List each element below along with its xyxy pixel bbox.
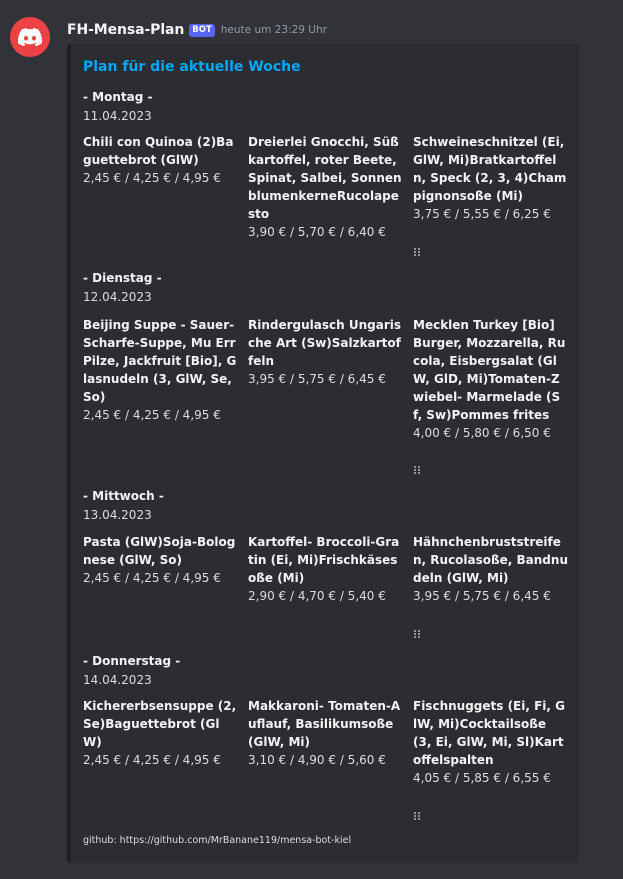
- meal-price: 3,75 € / 5,55 € / 6,25 €: [413, 207, 551, 221]
- meal-item: [413, 133, 568, 223]
- meal-name: Hähnchenbruststreifen, Rucolasoße, Bandnudeln (GlW, Mi): [413, 535, 568, 585]
- drag-handle-icon: [414, 630, 422, 638]
- meal-price: 3,90 € / 5,70 € / 6,40 €: [248, 225, 386, 239]
- meal-price: 2,45 € / 4,25 € / 4,95 €: [83, 753, 221, 767]
- message-header: [67, 20, 327, 40]
- embed: [67, 44, 579, 863]
- day-name: - Montag -: [83, 90, 153, 104]
- meal-price: 3,95 € / 5,75 € / 6,45 €: [413, 589, 551, 603]
- timestamp[interactable]: heute um 23:29 Uhr: [220, 24, 327, 36]
- meal-price: 2,45 € / 4,25 € / 4,95 €: [83, 171, 221, 185]
- meal-price: 2,90 € / 4,70 € / 5,40 €: [248, 589, 386, 603]
- meal-price: 3,95 € / 5,75 € / 6,45 €: [248, 372, 386, 386]
- meal-item: [413, 316, 568, 442]
- meal-item: [248, 316, 403, 388]
- meal-item: [83, 533, 238, 587]
- meal-item: [248, 697, 403, 769]
- day-date: 13.04.2023: [83, 508, 152, 522]
- discord-logo-icon: [18, 28, 42, 46]
- meal-name: Kartoffel- Broccoli-Gratin (Ei, Mi)Frischkäsesoße (Mi): [248, 535, 400, 585]
- day-date: 11.04.2023: [83, 109, 152, 123]
- meal-name: Dreierlei Gnocchi, Süßkartoffel, roter Beete, Spinat, Salbei, SonnenblumenkerneRucolapesto: [248, 135, 402, 221]
- meal-item: [83, 697, 238, 769]
- bot-avatar[interactable]: [10, 17, 50, 57]
- meal-price: 2,45 € / 4,25 € / 4,95 €: [83, 408, 221, 422]
- meal-price: 3,10 € / 4,90 € / 5,60 €: [248, 753, 386, 767]
- meal-name: Beijing Suppe - Sauer-Scharfe-Suppe, Mu Err Pilze, Jackfruit [Bio], Glasnudeln (3, GlW, Se, So): [83, 318, 237, 404]
- meal-name: Schweineschnitzel (Ei, GlW, Mi)Bratkartoffeln, Speck (2, 3, 4)Champignonsoße (Mi): [413, 135, 567, 203]
- day-name: - Dienstag -: [83, 271, 162, 285]
- day-name: - Donnerstag -: [83, 654, 181, 668]
- meal-name: Makkaroni- Tomaten-Auflauf, Basilikumsoße (GlW, Mi): [248, 699, 401, 749]
- meal-price: 4,00 € / 5,80 € / 6,50 €: [413, 426, 551, 440]
- meal-name: Chili con Quinoa (2)Baguettebrot (GlW): [83, 135, 234, 167]
- meal-name: Kichererbsensuppe (2, Se)Baguettebrot (GlW): [83, 699, 237, 749]
- day-name: - Mittwoch -: [83, 489, 164, 503]
- embed-title[interactable]: Plan für die aktuelle Woche: [83, 59, 301, 75]
- meal-name: Mecklen Turkey [Bio] Burger, Mozzarella, Rucola, Eisbergsalat (GlW, GlD, Mi)Tomaten-Zwiebel- Marmelade (Sf, Sw)Pommes frites: [413, 318, 566, 422]
- meal-name: Rindergulasch Ungarische Art (Sw)Salzkartoffeln: [248, 318, 402, 368]
- meal-price: 2,45 € / 4,25 € / 4,95 €: [83, 571, 221, 585]
- meal-price: 4,05 € / 5,85 € / 6,55 €: [413, 771, 551, 785]
- drag-handle-icon: [414, 248, 422, 256]
- embed-footer: github: https://github.com/MrBanane119/mensa-bot-kiel: [83, 835, 352, 846]
- meal-item: [248, 133, 403, 241]
- drag-handle-icon: [414, 812, 422, 820]
- meal-name: Fischnuggets (Ei, Fi, GlW, Mi)Cocktailsoße (3, Ei, GlW, Mi, Sl)Kartoffelspalten: [413, 699, 565, 767]
- meal-item: [83, 316, 238, 424]
- day-date: 12.04.2023: [83, 290, 152, 304]
- meal-item: [83, 133, 238, 187]
- meal-item: [248, 533, 403, 605]
- day-date: 14.04.2023: [83, 673, 152, 687]
- meal-item: [413, 533, 568, 605]
- bot-tag: BOT: [189, 24, 215, 37]
- drag-handle-icon: [414, 466, 422, 474]
- meal-name: Pasta (GlW)Soja-Bolognese (GlW, So): [83, 535, 236, 567]
- meal-item: [413, 697, 568, 787]
- username[interactable]: FH-Mensa-Plan: [67, 22, 185, 38]
